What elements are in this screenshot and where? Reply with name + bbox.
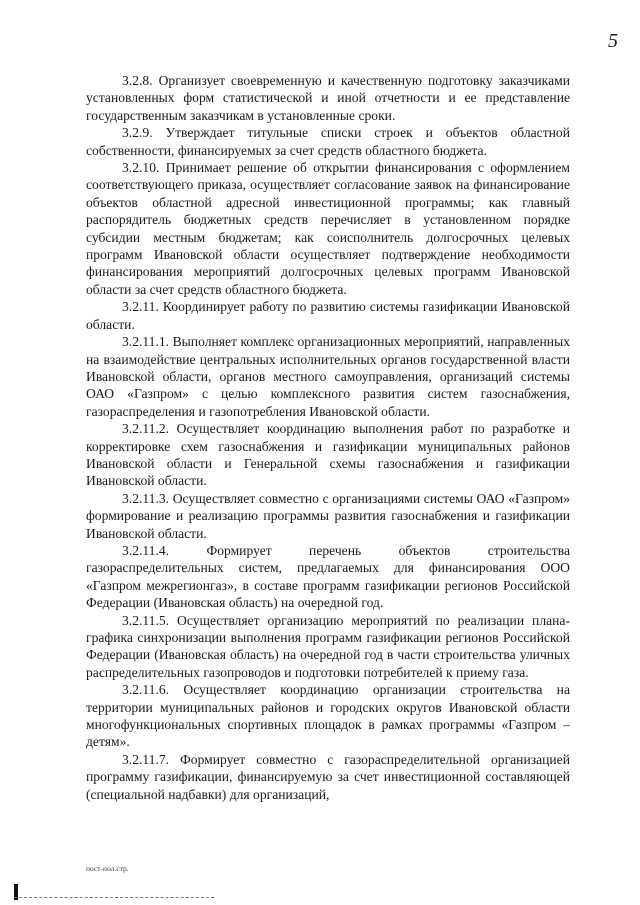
paragraph-3-2-8: 3.2.8. Организует своевременную и качественную подготовку заказчиками установленных форм статистической и иной отчетности и ее представление государственным заказчикам в установленные сроки. — [86, 73, 570, 123]
paragraph-3-2-11-3: 3.2.11.3. Осуществляет совместно с организациями системы ОАО «Газпром» формирование и реализацию программы развития газоснабжения и газификации Ивановской области. — [86, 490, 570, 541]
page-number: 5 — [608, 30, 618, 52]
paragraph-3-2-11: 3.2.11. Координирует работу по развитию системы газификации Ивановской области. — [86, 299, 570, 332]
footer-note: пост-пол.стр. — [86, 864, 129, 873]
paragraph-3-2-11-5: 3.2.11.5. Осуществляет организацию мероприятий по реализации плана-графика синхронизации выполнения программ газификации регионов Российской Федерации (Ивановская область) на очередной год в части строительства уличных распределительных газопроводов и подготовки потребителей к приему газа. — [86, 612, 570, 680]
paragraph-3-2-9: 3.2.9. Утверждает титульные списки строек и объектов областной собственности, финансируемых за счет средств областного бюджета. — [86, 125, 570, 158]
paragraph-3-2-11-7: 3.2.11.7. Формирует совместно с газораспределительной организацией программу газификации, финансируемую за счет инвестиционной составляющей (специальной надбавки) для организаций, — [86, 751, 570, 802]
scan-bottom-line — [14, 897, 214, 898]
paragraph-3-2-11-1: 3.2.11.1. Выполняет комплекс организационных мероприятий, направленных на взаимодействие центральных исполнительных органов государственной власти Ивановской области, органов местного самоуправления, организаций системы ОАО «Газпром» с целью комплексного развития систем газоснабжения, газораспределения и газопотребления Ивановской области. — [86, 334, 570, 419]
document-body — [86, 72, 570, 803]
paragraph-3-2-11-2: 3.2.11.2. Осуществляет координацию выполнения работ по разработке и корректировке схем газоснабжения и газификации муниципальных районов Ивановской области и Генеральной схемы газоснабжения и газификации Ивановской области. — [86, 421, 570, 489]
paragraph-3-2-11-6: 3.2.11.6. Осуществляет координацию организации строительства на территории муниципальных районов и городских округов Ивановской области многофункциональных спортивных площадок в рамках программы «Газпром – детям». — [86, 682, 570, 750]
paragraph-3-2-11-4: 3.2.11.4. Формирует перечень объектов строительства газораспределительных систем, предлагаемых для финансирования ООО «Газпром межрегионгаз», в составе программ газификации регионов Российской Федерации (Ивановская область) на очередной год. — [86, 542, 570, 611]
paragraph-3-2-10: 3.2.10. Принимает решение об открытии финансирования с оформлением соответствующего приказа, осуществляет согласование заявок на финансирование объектов областной адресной инвестиционной программы; как главный распорядитель бюджетных средств перечисляет в установленном порядке субсидии местным бюджетам; как соисполнитель долгосрочных целевых программ Ивановской области осуществляет подтверждение необходимости финансирования мероприятий долгосрочных целевых программ Ивановской области за счет средств областного бюджета. — [86, 160, 570, 297]
